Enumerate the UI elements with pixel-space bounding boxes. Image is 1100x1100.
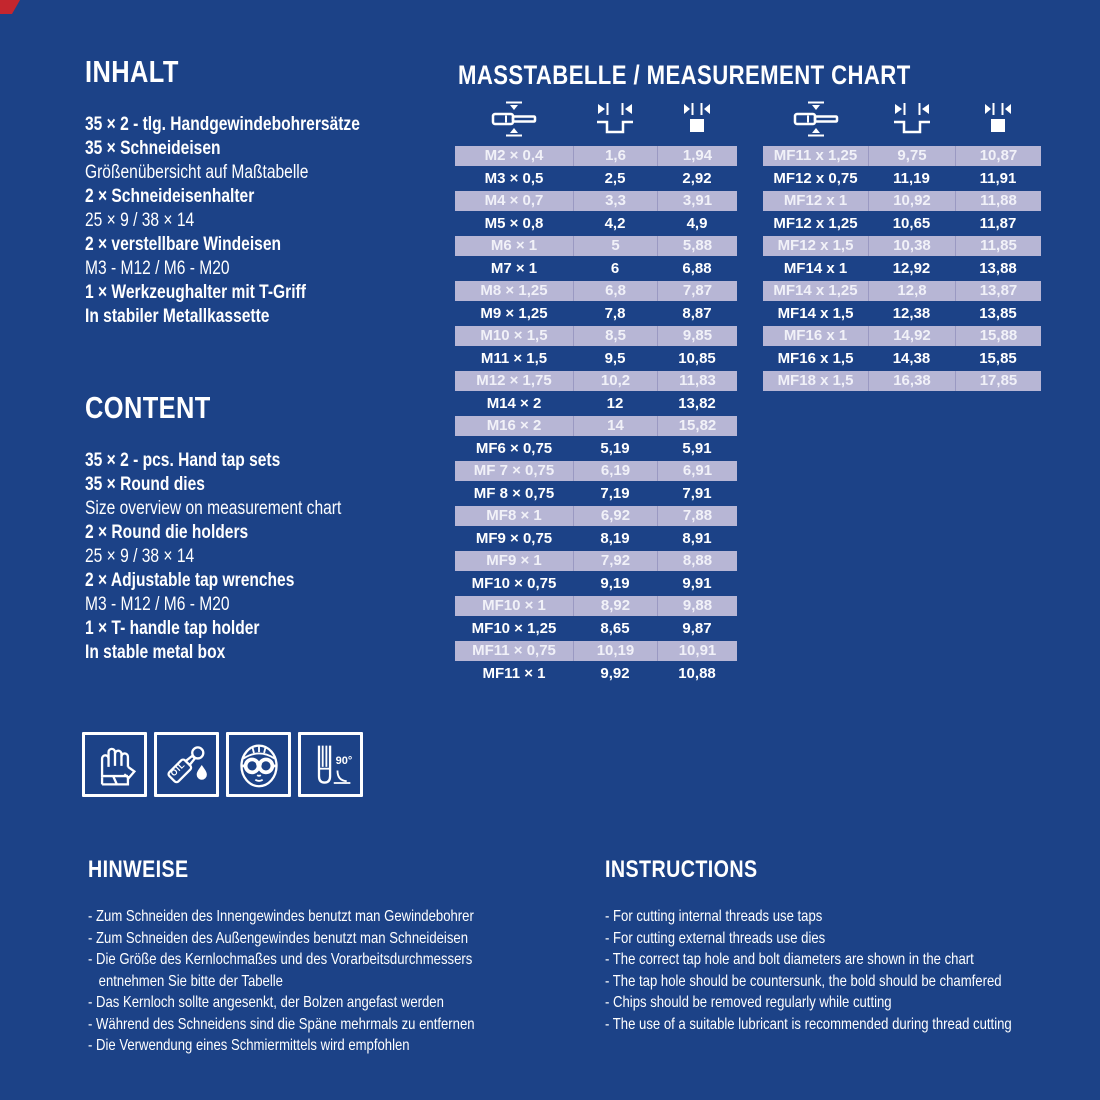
bolt-diameter-cell: 13,88 (979, 259, 1017, 277)
tap-hole-cell: 10,92 (868, 191, 955, 211)
bolt-diameter-cell: 10,85 (678, 349, 716, 367)
thread-size-cell: M11 × 1,5 (480, 349, 548, 367)
table-row (763, 236, 1041, 256)
inhalt-list (85, 113, 462, 329)
tap-hole-cell: 2,5 (604, 169, 626, 187)
tap-hole-cell: 10,38 (868, 236, 955, 256)
hinweise-item: - Die Größe des Kernlochmaßes und des Vorarbeitsdurchmessers entnehmen Sie bitte der Tabelle (88, 951, 473, 990)
table-row (455, 416, 737, 436)
tap-hole-cell: 8,92 (573, 596, 657, 616)
thread-size-cell: MF12 x 1,25 (773, 214, 858, 232)
thread-size-cell: M5 × 0,8 (484, 214, 544, 232)
bolt-diameter-cell: 15,88 (955, 326, 1041, 346)
content-item: 35 × Round dies (85, 474, 205, 495)
hinweise-title: HINWEISE (88, 856, 189, 883)
measurement-table-left (455, 100, 737, 686)
safety-pictogram-row (82, 732, 363, 797)
thread-size-cell: MF6 × 0,75 (475, 439, 553, 457)
thread-size-cell: MF16 x 1,5 (777, 349, 854, 367)
instructions-item: - Chips should be removed regularly while cutting (605, 994, 892, 1011)
tap-diameter-icon (792, 101, 840, 137)
core-hole-diameter-icon (595, 102, 635, 136)
table-row (455, 214, 737, 234)
bolt-diameter-cell: 8,91 (682, 529, 712, 547)
table-row (455, 596, 737, 616)
bolt-diameter-cell: 10,87 (955, 146, 1041, 166)
content-item: 25 × 9 / 38 × 14 (85, 546, 195, 567)
bolt-diameter-cell: 13,87 (955, 281, 1041, 301)
section-inhalt (85, 56, 462, 329)
tap-hole-cell: 4,2 (604, 214, 626, 232)
table-row (455, 461, 737, 481)
instructions-item: - For cutting external threads use dies (605, 929, 826, 947)
tap-hole-cell: 14 (573, 416, 657, 436)
bolt-diameter-cell: 5,91 (682, 439, 712, 457)
thread-size-cell: MF11 x 1,25 (763, 146, 868, 166)
thread-size-cell: MF11 × 1 (482, 664, 546, 682)
tap-hole-cell: 12,8 (868, 281, 955, 301)
bolt-diameter-cell: 9,87 (682, 619, 712, 637)
table-row (455, 641, 737, 661)
instructions-item: - The tap hole should be countersunk, the bold should be chamfered (605, 972, 1002, 990)
inhalt-item: M3 - M12 / M6 - M20 (85, 258, 230, 279)
table-row (763, 169, 1041, 189)
table-row (763, 146, 1041, 166)
table-row (763, 259, 1041, 279)
bolt-diameter-icon (677, 102, 717, 136)
thread-size-cell: M12 × 1,75 (455, 371, 573, 391)
bolt-diameter-icon (978, 102, 1018, 136)
table-row (455, 169, 737, 189)
table-row (455, 259, 737, 279)
tap-hole-cell: 14,38 (892, 349, 931, 367)
angle-label: 90° (335, 754, 352, 767)
inhalt-title: INHALT (85, 54, 179, 89)
instructions-item: - The correct tap hole and bolt diameters are shown in the chart (605, 951, 974, 968)
tap-hole-cell: 8,65 (600, 619, 630, 637)
hinweise-item: - Zum Schneiden des Innengewindes benutzt man Gewindebohrer (88, 908, 474, 925)
tap-hole-cell: 8,19 (600, 529, 630, 547)
tap-hole-cell: 12,38 (892, 304, 931, 322)
thread-size-cell: MF9 × 1 (455, 551, 573, 571)
thread-size-cell: MF14 x 1,5 (777, 304, 854, 322)
tap-hole-cell: 12 (606, 394, 624, 412)
thread-size-cell: MF12 x 1 (763, 191, 868, 211)
bolt-diameter-cell: 2,92 (682, 169, 712, 187)
bolt-diameter-cell: 10,88 (678, 664, 716, 682)
table-body-left (455, 146, 737, 684)
thread-size-cell: MF16 x 1 (763, 326, 868, 346)
bolt-diameter-cell: 6,91 (657, 461, 737, 481)
tap-diameter-icon (490, 101, 538, 137)
bolt-diameter-cell: 11,83 (657, 371, 737, 391)
content-item: M3 - M12 / M6 - M20 (85, 594, 230, 615)
thread-size-cell: M8 × 1,25 (455, 281, 573, 301)
bolt-diameter-cell: 5,88 (657, 236, 737, 256)
thread-size-cell: M7 × 1 (490, 259, 538, 277)
inhalt-item: 25 × 9 / 38 × 14 (85, 210, 195, 231)
thread-size-cell: MF10 × 1,25 (471, 619, 557, 637)
table-row (455, 484, 737, 504)
tap-hole-cell: 5 (573, 236, 657, 256)
table-row (763, 191, 1041, 211)
bolt-diameter-cell: 13,82 (678, 394, 716, 412)
thread-size-cell: MF14 x 1,25 (763, 281, 868, 301)
table-row (455, 394, 737, 414)
inhalt-item: Größenübersicht auf Maßtabelle (85, 162, 309, 183)
bolt-diameter-cell: 3,91 (657, 191, 737, 211)
tap-hole-cell: 6,19 (573, 461, 657, 481)
table-row (455, 304, 737, 324)
tap-hole-cell: 10,2 (573, 371, 657, 391)
bolt-diameter-cell: 13,85 (979, 304, 1017, 322)
hinweise-item: - Während des Schneidens sind die Späne mehrmals zu entfernen (88, 1015, 475, 1033)
instructions-item: - The use of a suitable lubricant is recommended during thread cutting (605, 1015, 1012, 1033)
table-row (455, 236, 737, 256)
thread-size-cell: MF10 × 0,75 (471, 574, 557, 592)
thread-size-cell: M14 × 2 (486, 394, 542, 412)
table-row (455, 146, 737, 166)
tap-hole-cell: 7,8 (604, 304, 626, 322)
bolt-diameter-cell: 9,85 (657, 326, 737, 346)
thread-size-cell: M10 × 1,5 (455, 326, 573, 346)
table-row (455, 349, 737, 369)
thread-size-cell: M2 × 0,4 (455, 146, 573, 166)
tap-hole-cell: 7,92 (573, 551, 657, 571)
hinweise-item: - Zum Schneiden des Außengewindes benutzt man Schneideisen (88, 929, 468, 947)
oil-label: OIL (167, 758, 187, 778)
table-row (763, 214, 1041, 234)
section-instructions (605, 856, 1097, 1035)
tap-hole-cell: 9,92 (600, 664, 630, 682)
thread-size-cell: M9 × 1,25 (480, 304, 548, 322)
table-header-left (455, 100, 737, 138)
content-item: 2 × Round die holders (85, 522, 249, 543)
thread-size-cell: MF14 x 1 (783, 259, 848, 277)
content-item: In stable metal box (85, 642, 226, 663)
thread-size-cell: MF 7 × 0,75 (455, 461, 573, 481)
inhalt-item: 2 × Schneideisenhalter (85, 186, 255, 207)
hinweise-list (88, 906, 514, 1057)
tap-hole-cell: 11,19 (893, 169, 930, 187)
inhalt-item: 35 × 2 - tlg. Handgewindebohrersätze (85, 114, 360, 135)
bolt-diameter-cell: 15,82 (657, 416, 737, 436)
thread-size-cell: MF12 x 0,75 (773, 169, 858, 187)
table-row (455, 371, 737, 391)
tap-hole-cell: 7,19 (600, 484, 630, 502)
thread-size-cell: MF11 × 0,75 (455, 641, 573, 661)
tap-hole-cell: 16,38 (868, 371, 955, 391)
content-item: 1 × T- handle tap holder (85, 618, 260, 639)
corner-flag (0, 0, 20, 14)
core-hole-diameter-icon (892, 102, 932, 136)
thread-size-cell: MF9 × 0,75 (475, 529, 553, 547)
oil-lubricant-icon (163, 741, 211, 789)
table-row (455, 664, 737, 684)
thread-size-cell: MF12 x 1,5 (763, 236, 868, 256)
safety-goggles-icon (235, 741, 283, 789)
content-item: 35 × 2 - pcs. Hand tap sets (85, 450, 281, 471)
thread-size-cell: MF 8 × 0,75 (473, 484, 555, 502)
bolt-diameter-cell: 11,85 (955, 236, 1041, 256)
bolt-diameter-cell: 7,88 (657, 506, 737, 526)
thread-size-cell: MF8 × 1 (455, 506, 573, 526)
thread-size-cell: MF18 x 1,5 (763, 371, 868, 391)
tap-hole-cell: 8,5 (573, 326, 657, 346)
table-row (455, 326, 737, 346)
table-row (763, 371, 1041, 391)
tap-hole-cell: 9,19 (600, 574, 630, 592)
oil-lubricant-box (154, 732, 219, 797)
bolt-diameter-cell: 10,91 (657, 641, 737, 661)
instructions-list (605, 906, 1097, 1035)
tap-hole-cell: 6,92 (573, 506, 657, 526)
inhalt-item: 2 × verstellbare Windeisen (85, 234, 282, 255)
bolt-diameter-cell: 15,85 (979, 349, 1017, 367)
right-angle-90-icon (307, 741, 355, 789)
table-row (455, 574, 737, 594)
table-row (455, 281, 737, 301)
thread-size-cell: M4 × 0,7 (455, 191, 573, 211)
table-row (455, 191, 737, 211)
table-row (455, 551, 737, 571)
measurement-table-right (763, 100, 1041, 394)
bolt-diameter-cell: 11,88 (955, 191, 1041, 211)
thread-size-cell: MF10 × 1 (455, 596, 573, 616)
table-header-right (763, 100, 1041, 138)
bolt-diameter-cell: 11,91 (979, 169, 1017, 187)
table-row (455, 506, 737, 526)
bolt-diameter-cell: 11,87 (979, 214, 1017, 232)
bolt-diameter-cell: 6,88 (682, 259, 712, 277)
instructions-title: INSTRUCTIONS (605, 856, 758, 883)
tap-hole-cell: 12,92 (892, 259, 931, 277)
inhalt-item: 35 × Schneideisen (85, 138, 221, 159)
safety-goggles-box (226, 732, 291, 797)
bolt-diameter-cell: 7,91 (682, 484, 712, 502)
tap-hole-cell: 6,8 (573, 281, 657, 301)
instructions-item: - For cutting internal threads use taps (605, 908, 823, 925)
tap-hole-cell: 10,19 (573, 641, 657, 661)
table-row (455, 529, 737, 549)
table-row (455, 439, 737, 459)
content-list (85, 449, 462, 665)
thread-size-cell: M16 × 2 (455, 416, 573, 436)
tap-hole-cell: 9,5 (604, 349, 626, 367)
measurement-chart-title: MASSTABELLE / MEASUREMENT CHART (458, 60, 911, 90)
bolt-diameter-cell: 17,85 (955, 371, 1041, 391)
tap-hole-cell: 10,65 (892, 214, 931, 232)
table-row (763, 304, 1041, 324)
inhalt-item: In stabiler Metallkassette (85, 306, 270, 327)
tap-hole-cell: 5,19 (600, 439, 630, 457)
bolt-diameter-cell: 9,91 (682, 574, 712, 592)
hinweise-item: - Die Verwendung eines Schmiermittels wird empfohlen (88, 1037, 410, 1054)
table-row (763, 349, 1041, 369)
thread-size-cell: M6 × 1 (455, 236, 573, 256)
bolt-diameter-cell: 1,94 (657, 146, 737, 166)
content-item: 2 × Adjustable tap wrenches (85, 570, 295, 591)
section-hinweise (88, 856, 514, 1057)
content-item: Size overview on measurement chart (85, 498, 342, 519)
table-row (455, 619, 737, 639)
protective-gloves-icon (91, 741, 139, 789)
bolt-diameter-cell: 8,87 (682, 304, 712, 322)
inhalt-item: 1 × Werkzeughalter mit T-Griff (85, 282, 306, 303)
tap-hole-cell: 3,3 (573, 191, 657, 211)
hinweise-item: - Das Kernloch sollte angesenkt, der Bolzen angefast werden (88, 994, 444, 1011)
tap-hole-cell: 14,92 (868, 326, 955, 346)
bolt-diameter-cell: 7,87 (657, 281, 737, 301)
tap-hole-cell: 1,6 (573, 146, 657, 166)
tap-hole-cell: 6 (610, 259, 620, 277)
section-content (85, 392, 462, 665)
content-title: CONTENT (85, 390, 211, 425)
tap-hole-cell: 9,75 (868, 146, 955, 166)
bolt-diameter-cell: 4,9 (686, 214, 708, 232)
right-angle-90-box (298, 732, 363, 797)
table-row (763, 281, 1041, 301)
bolt-diameter-cell: 9,88 (657, 596, 737, 616)
thread-size-cell: M3 × 0,5 (484, 169, 544, 187)
table-body-right (763, 146, 1041, 391)
protective-gloves-box (82, 732, 147, 797)
table-row (763, 326, 1041, 346)
bolt-diameter-cell: 8,88 (657, 551, 737, 571)
